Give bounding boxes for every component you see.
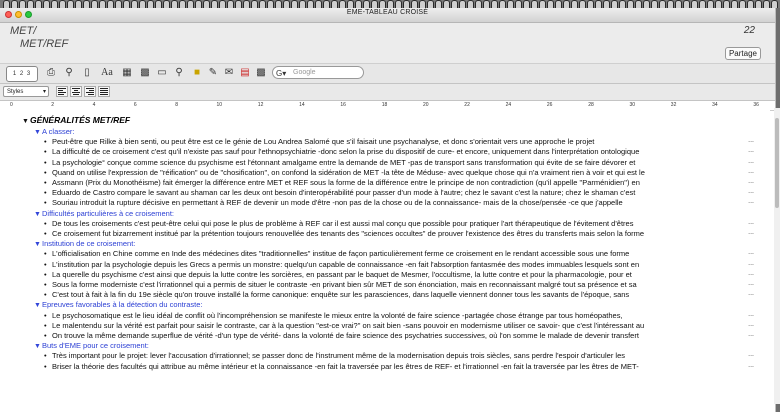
binding-ring	[243, 0, 250, 8]
item-text: Le psychosomatique est le lieu idéal de conflit où l'incompréhension se manifeste le mieux entre la volonté de faire science -partagée chose étrange par tous homéopathes,	[52, 310, 623, 320]
binding-ring	[131, 0, 138, 8]
outline-section[interactable]	[22, 115, 752, 127]
binding-ring	[483, 0, 490, 8]
binding-ring	[155, 0, 162, 8]
styles-label: Styles	[7, 89, 24, 95]
outline-item[interactable]	[44, 168, 752, 178]
ruler-number: 16	[340, 102, 346, 108]
binding-ring	[691, 0, 698, 8]
bullet-icon: •	[44, 167, 47, 177]
binding-ring	[27, 0, 34, 8]
more-ellipsis[interactable]: ...	[748, 167, 754, 175]
binding-ring	[51, 0, 58, 8]
binding-ring	[571, 0, 578, 8]
bullet-icon: •	[44, 351, 47, 361]
ruler-number: 20	[423, 102, 429, 108]
binding-ring	[251, 0, 258, 8]
bullet-icon: •	[44, 198, 47, 208]
more-ellipsis[interactable]: ...	[748, 249, 754, 257]
item-text: Assmann (Prix du Monothéisme) fait émerger la différence entre MET et REF sous la forme de la différence entre le principe de non contradiction (qu'il appelle "Parménidien") en	[52, 178, 640, 187]
binding-ring	[563, 0, 570, 8]
binding-ring	[219, 0, 226, 8]
item-text: Sous la forme moderniste c'est l'irrationnel qui a permis de situer le contraste -en privant bien sûr MET de son énonciation, mais en reconnaissant malgré tout sa présence et sa	[52, 280, 637, 289]
more-ellipsis[interactable]: ...	[748, 320, 754, 328]
more-ellipsis[interactable]: ...	[748, 218, 754, 226]
header-line-1: MET/	[10, 25, 37, 37]
binding-ring	[771, 0, 778, 8]
binding-ring	[443, 0, 450, 8]
item-text: Quand on utilise l'expression de "réification" ou de "chosification", on confond la sidération de MET -la tête de Méduse- avec quelque chose qui n'a vraiment rien à voir et qui est le	[52, 167, 645, 177]
binding-ring	[211, 0, 218, 8]
search-doc-icon[interactable]: ⚲	[65, 67, 73, 78]
align-center-button[interactable]	[70, 86, 82, 97]
binding-ring	[355, 0, 362, 8]
binding-ring	[539, 0, 546, 8]
view-toggle[interactable]: 1 2 3	[6, 66, 38, 82]
grid-icon[interactable]: ▩	[140, 67, 150, 78]
binding-ring	[475, 0, 482, 8]
binding-ring	[595, 0, 602, 8]
binding-ring	[707, 0, 714, 8]
more-ellipsis[interactable]: ...	[748, 269, 754, 277]
pdf-icon[interactable]: ▤	[240, 67, 250, 78]
item-text: Ce croisement fut bizarrement institué par la prétention toujours renouvellée des tenants des "sciences occultes" de prouver l'existence des êtres du transferts mais selon la forme	[52, 229, 645, 238]
table-icon[interactable]: ▦	[122, 67, 132, 78]
page-header	[0, 23, 775, 64]
category-title: Buts d'EME pour ce croisement:	[42, 341, 149, 351]
outline-item[interactable]	[44, 229, 752, 239]
align-right-button[interactable]	[84, 86, 96, 97]
search-placeholder: Google	[293, 69, 316, 76]
binding-ring	[107, 0, 114, 8]
styles-dropdown[interactable]	[3, 86, 49, 97]
bullet-icon: •	[44, 218, 47, 228]
ruler-number: 12	[257, 102, 264, 108]
share-button[interactable]: Partage	[725, 47, 761, 60]
section-title: GÉNÉRALITÉS MET/REF	[30, 115, 131, 125]
binding-ring	[347, 0, 354, 8]
more-ellipsis[interactable]: ...	[748, 280, 754, 287]
outline-item[interactable]	[44, 147, 752, 157]
bullet-icon: •	[44, 259, 47, 269]
binding-ring	[147, 0, 154, 8]
binding-ring	[163, 0, 170, 8]
more-ellipsis[interactable]: ...	[748, 351, 754, 359]
bullet-icon: •	[44, 178, 47, 187]
outline-item[interactable]	[44, 260, 752, 270]
outline-item[interactable]	[44, 280, 752, 290]
binding-ring	[11, 0, 18, 8]
binding-ring	[555, 0, 562, 8]
outline-item[interactable]	[44, 331, 752, 341]
disclosure-triangle-icon[interactable]: ▼	[34, 343, 41, 351]
category-title: A classer:	[42, 127, 75, 136]
more-ellipsis[interactable]: ...	[748, 137, 754, 145]
print-icon[interactable]: ⎙	[47, 67, 55, 78]
binding-ring	[307, 0, 314, 8]
binding-ring	[291, 0, 298, 8]
item-text: La querelle du psychisme c'est ainsi que depuis la lutte contre les sorcières, en passant par le baquet de Mesmer, l'occultisme, la lutte contre et pour la pharmacologie, pour et	[52, 269, 632, 279]
binding-ring	[315, 0, 322, 8]
main-toolbar	[0, 64, 775, 84]
page-number: 22	[743, 25, 755, 36]
ruler-number: 32	[670, 102, 677, 108]
more-ellipsis[interactable]: ...	[748, 259, 754, 267]
outline-item[interactable]	[44, 270, 752, 280]
binding-ring	[91, 0, 98, 8]
ruler-number: 10	[216, 102, 223, 108]
outline-item[interactable]	[44, 249, 752, 259]
bullet-icon: •	[44, 157, 47, 167]
ruler-number: 4	[92, 102, 96, 108]
title-bar	[0, 8, 775, 23]
binding-ring	[59, 0, 66, 8]
bullet-icon: •	[44, 249, 47, 259]
binding-ring	[187, 0, 194, 8]
binding-ring	[115, 0, 122, 8]
spiral-binding	[0, 0, 780, 8]
binding-ring	[75, 0, 82, 8]
binding-ring	[427, 0, 434, 8]
binding-ring	[171, 0, 178, 8]
ruler-number: 36	[753, 102, 759, 108]
binding-ring	[259, 0, 266, 8]
outline-item[interactable]	[44, 321, 752, 331]
item-text: L'officialisation en Chine comme en Inde des médecines dites "traditionnelles" institue de façon particulièrement ferme ce croisement en le rendant accessible sous une forme	[52, 249, 630, 259]
binding-ring	[619, 0, 626, 8]
category-title: Epreuves favorables à la détection du contraste:	[42, 300, 203, 310]
bullet-icon: •	[44, 320, 47, 330]
edit-icon[interactable]: ✎	[208, 67, 218, 78]
binding-ring	[235, 0, 242, 8]
binding-ring	[379, 0, 386, 8]
more-ellipsis[interactable]: ...	[748, 188, 754, 196]
binding-ring	[675, 0, 682, 8]
binding-ring	[747, 0, 754, 8]
binding-ring	[635, 0, 642, 8]
binding-ring	[139, 0, 146, 8]
binding-ring	[459, 0, 466, 8]
outline-item[interactable]	[44, 178, 752, 188]
bullet-icon: •	[44, 137, 47, 147]
bullet-icon: •	[44, 331, 47, 340]
more-ellipsis[interactable]: ...	[748, 310, 754, 318]
bullet-icon: •	[44, 310, 47, 320]
outline-item[interactable]	[44, 137, 752, 147]
outline-item[interactable]	[44, 351, 752, 361]
binding-ring	[67, 0, 74, 8]
ruler-number: 6	[133, 102, 137, 108]
more-ellipsis[interactable]: ...	[748, 178, 754, 185]
binding-ring	[195, 0, 202, 8]
binding-ring	[99, 0, 106, 8]
item-text: C'est tout à fait à la fin du 19e siècle qu'on trouve installé la forme canonique: enquête sur les parasciences, dans laquelle viennent donner tous les savants de l'époque, sans	[52, 290, 630, 300]
bullet-icon: •	[44, 280, 47, 289]
ruler-number: 8	[175, 102, 178, 108]
more-ellipsis[interactable]: ...	[748, 229, 754, 236]
binding-ring	[203, 0, 210, 8]
item-text: Peut-être que Rilke à bien senti, ou peut être est ce le génie de Lou Andrea Salomé que s'il faisait une psychanalyse, et donc s'orientait vers une approche le projet	[52, 137, 595, 147]
disclosure-triangle-icon[interactable]: ▼	[34, 129, 41, 136]
ruler-number: 24	[505, 102, 512, 108]
item-text: Eduardo de Castro compare le savant au shaman car les deux ont besoin d'interopérabilité pour passer d'un mode à l'autre; chez le savant c'est la nature; chez le shaman c'est	[52, 188, 636, 198]
ruler-number: 28	[588, 102, 594, 108]
binding-ring	[515, 0, 522, 8]
binding-ring	[435, 0, 442, 8]
item-text: Souriau introduit la rupture décisive en permettant à REF de devenir un mode d'être -non pas de la chose ou de la connaissance- mais de la chose/pensée -ce que j'appelle	[52, 198, 623, 208]
ruler-number: 22	[464, 102, 470, 108]
binding-ring	[643, 0, 650, 8]
more-ellipsis[interactable]: ...	[748, 290, 754, 298]
outline-item[interactable]	[44, 188, 752, 198]
google-search-field[interactable]	[272, 66, 364, 79]
more-ellipsis[interactable]: ...	[748, 157, 754, 165]
item-text: De tous les croisements c'est peut-être celui qui pose le plus de problème à REF car il est aussi mal conçu que possible pour pratiquer l'art thérapeutique de l'évitement d'êtres	[52, 218, 634, 228]
ruler-number: 18	[381, 102, 388, 108]
disclosure-triangle-icon[interactable]: ▼	[34, 241, 41, 249]
binding-ring	[283, 0, 290, 8]
binding-ring	[659, 0, 666, 8]
binding-ring	[611, 0, 618, 8]
binding-ring	[715, 0, 722, 8]
binding-ring	[403, 0, 410, 8]
ruler-number: 30	[629, 102, 636, 108]
bullet-icon: •	[44, 229, 47, 238]
binding-ring	[739, 0, 746, 8]
chevron-down-icon: ▾	[42, 89, 46, 95]
binding-ring	[547, 0, 554, 8]
category-title: Difficultés particulières à ce croisement:	[42, 208, 174, 218]
binding-ring	[499, 0, 506, 8]
attach-icon[interactable]: ✉	[224, 67, 234, 78]
more-ellipsis[interactable]: ...	[748, 331, 754, 338]
binding-ring	[19, 0, 26, 8]
item-text: La difficulté de ce croisement c'est qu'il n'existe pas sauf pour l'ethnopsychiatrie -donc selon la prise du dispositif de cure- et encore, uniquement dans l'interprétation ontologique	[52, 147, 640, 157]
window-title: EME-TABLEAU CROISÉ	[346, 9, 429, 16]
binding-ring	[363, 0, 370, 8]
bullet-icon: •	[44, 269, 47, 279]
more-ellipsis[interactable]: ...	[748, 361, 754, 369]
binding-ring	[371, 0, 378, 8]
binding-ring	[179, 0, 186, 8]
disclosure-triangle-icon[interactable]: ▼	[34, 210, 41, 218]
category-title: Institution de ce croisement:	[42, 239, 136, 249]
binding-ring	[299, 0, 306, 8]
binding-ring	[579, 0, 586, 8]
vertical-scrollbar[interactable]	[774, 108, 780, 404]
binding-ring	[627, 0, 634, 8]
binding-ring	[683, 0, 690, 8]
item-text: L'institution par la psychologie depuis les Grecs a permis un monstre: quelqu'un capable de connaissance -en fait l'absorption fantasmée des modes immuables lesquels sont en	[52, 259, 640, 269]
binding-ring	[43, 0, 50, 8]
binding-ring	[35, 0, 42, 8]
ruler-number: 34	[712, 102, 718, 108]
binding-ring	[531, 0, 538, 8]
disclosure-triangle-icon[interactable]: ▼	[34, 302, 41, 310]
binding-ring	[507, 0, 514, 8]
item-text: Très important pour le projet: lever l'accusation d'irrationnel; se passer donc de l'instrument même de la modernisation depuis trois siècles, sans perdre l'espoir d'articuler les	[52, 351, 625, 361]
bullet-icon: •	[44, 147, 47, 157]
binding-ring	[467, 0, 474, 8]
item-text: On trouve la même demande superflue de vérité -d'un type de vérité- dans la volonté de faire science des psychatries successives, où l'on somme le malade de devenir transfert	[52, 331, 639, 340]
binding-ring	[491, 0, 498, 8]
ruler-number: 26	[546, 102, 553, 108]
header-line-2: MET/REF	[20, 38, 69, 50]
media-icon[interactable]: ▭	[157, 67, 167, 78]
microphone-icon[interactable]: ⚲	[175, 67, 183, 78]
item-text: Briser la théorie des facultés qui attribue au même intérieur et la connaissance -en fait la traversée par les êtres de REF- et l'irrationnel -en fait la traversée par les êtres de MET-	[52, 361, 639, 371]
binding-ring	[763, 0, 770, 8]
more-ellipsis[interactable]: ...	[748, 198, 754, 206]
align-left-button[interactable]	[56, 86, 68, 97]
binding-ring	[451, 0, 458, 8]
binding-ring	[699, 0, 706, 8]
outline-item[interactable]	[44, 290, 752, 300]
binding-ring	[275, 0, 282, 8]
outline-item[interactable]	[44, 219, 752, 229]
binding-ring	[227, 0, 234, 8]
page-icon[interactable]: ▯	[84, 67, 90, 78]
binding-ring	[587, 0, 594, 8]
text-style-button[interactable]: Aa	[101, 67, 113, 78]
binding-ring	[3, 0, 10, 8]
ruler-number: 14	[299, 102, 305, 108]
binding-ring	[331, 0, 338, 8]
item-text: La psychologie° conçue comme science du psychisme est l'étonnant amalgame entre la demande de MET -pas de transport sans transformation qui évite de se faire dévorer et	[52, 157, 636, 167]
binding-ring	[395, 0, 402, 8]
note-icon[interactable]: ■	[193, 67, 201, 78]
binding-ring	[387, 0, 394, 8]
format-bar	[0, 84, 775, 101]
binding-ring	[83, 0, 90, 8]
outline-item[interactable]	[44, 311, 752, 321]
search-scope-icon[interactable]: G▾	[276, 69, 287, 78]
binding-ring	[419, 0, 426, 8]
binding-ring	[731, 0, 738, 8]
binding-ring	[267, 0, 274, 8]
scroll-thumb[interactable]	[775, 118, 779, 208]
bullet-icon: •	[44, 361, 47, 371]
binding-ring	[651, 0, 658, 8]
export-icon[interactable]: ▩	[256, 67, 266, 78]
binding-ring	[339, 0, 346, 8]
document-body	[0, 108, 770, 404]
binding-ring	[603, 0, 610, 8]
ruler-number: 0	[10, 102, 13, 108]
outline-item[interactable]	[44, 362, 752, 372]
outline-item[interactable]	[44, 198, 752, 208]
disclosure-triangle-icon[interactable]: ▼	[22, 118, 29, 125]
binding-ring	[723, 0, 730, 8]
bullet-icon: •	[44, 290, 47, 300]
more-ellipsis[interactable]: ...	[748, 147, 754, 155]
binding-ring	[523, 0, 530, 8]
binding-ring	[123, 0, 130, 8]
outline-item[interactable]	[44, 158, 752, 168]
binding-ring	[755, 0, 762, 8]
binding-ring	[411, 0, 418, 8]
bullet-icon: •	[44, 188, 47, 198]
binding-ring	[323, 0, 330, 8]
binding-ring	[667, 0, 674, 8]
item-text: Le malentendu sur la vérité est parfait pour saisir le contraste, car à la question "est-ce vrai?" on sait bien -sans pouvoir en modernisme utiliser ce savoir- que c'est l'intéressant au	[52, 320, 645, 330]
justify-button[interactable]	[98, 86, 110, 97]
ruler-number: 2	[51, 102, 55, 108]
